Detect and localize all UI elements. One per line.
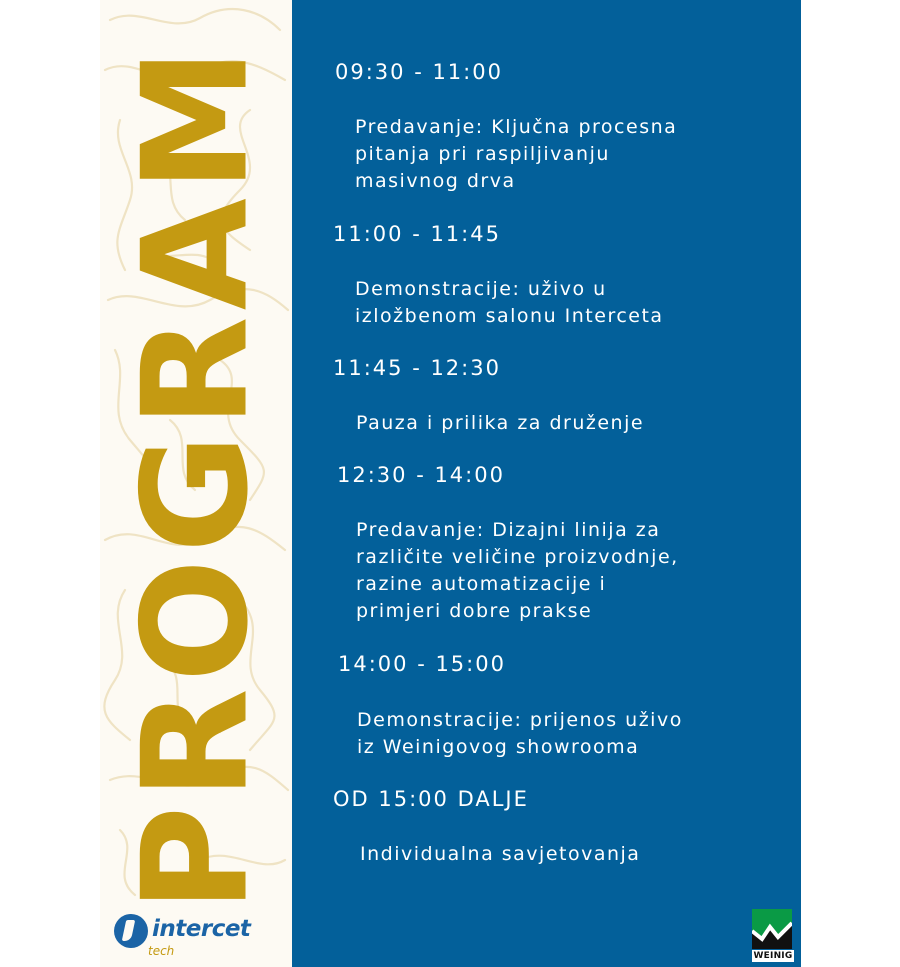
schedule-time-1: 09:30 - 11:00 bbox=[335, 60, 503, 84]
schedule-desc-2: Demonstracije: uživo u izložbenom salonu Interceta bbox=[355, 278, 664, 327]
schedule-time-3: 11:45 - 12:30 bbox=[333, 356, 501, 380]
schedule-desc-1: Predavanje: Ključna procesna pitanja pri raspiljivanju masivnog drva bbox=[355, 116, 678, 192]
program-title: PROGRAM bbox=[111, 41, 281, 913]
schedule-time-6: OD 15:00 DALJE bbox=[333, 787, 529, 811]
schedule-time-5: 14:00 - 15:00 bbox=[338, 652, 506, 676]
schedule-desc-5: Demonstracije: prijenos uživo iz Weinigovog showrooma bbox=[357, 709, 683, 758]
intercet-logo-mark-icon bbox=[114, 914, 148, 948]
weinig-logo-mark-icon bbox=[752, 909, 792, 949]
poster bbox=[100, 0, 801, 967]
left-panel bbox=[100, 0, 292, 967]
weinig-logo-name: WEINIG bbox=[753, 951, 793, 961]
schedule-desc-3: Pauza i prilika za druženje bbox=[356, 412, 645, 434]
intercet-logo-name: intercet bbox=[152, 916, 251, 942]
schedule-panel bbox=[292, 0, 801, 967]
schedule-desc-6: Individualna savjetovanja bbox=[360, 843, 641, 865]
schedule-time-4: 12:30 - 14:00 bbox=[337, 463, 505, 487]
weinig-logo bbox=[752, 909, 794, 963]
intercet-logo-sub: tech bbox=[148, 944, 175, 958]
schedule-time-2: 11:00 - 11:45 bbox=[333, 222, 501, 246]
schedule-desc-4: Predavanje: Dizajni linija za različite veličine proizvodnje, razine automatizacije i primjeri dobre prakse bbox=[356, 519, 679, 622]
intercet-logo bbox=[114, 912, 251, 960]
